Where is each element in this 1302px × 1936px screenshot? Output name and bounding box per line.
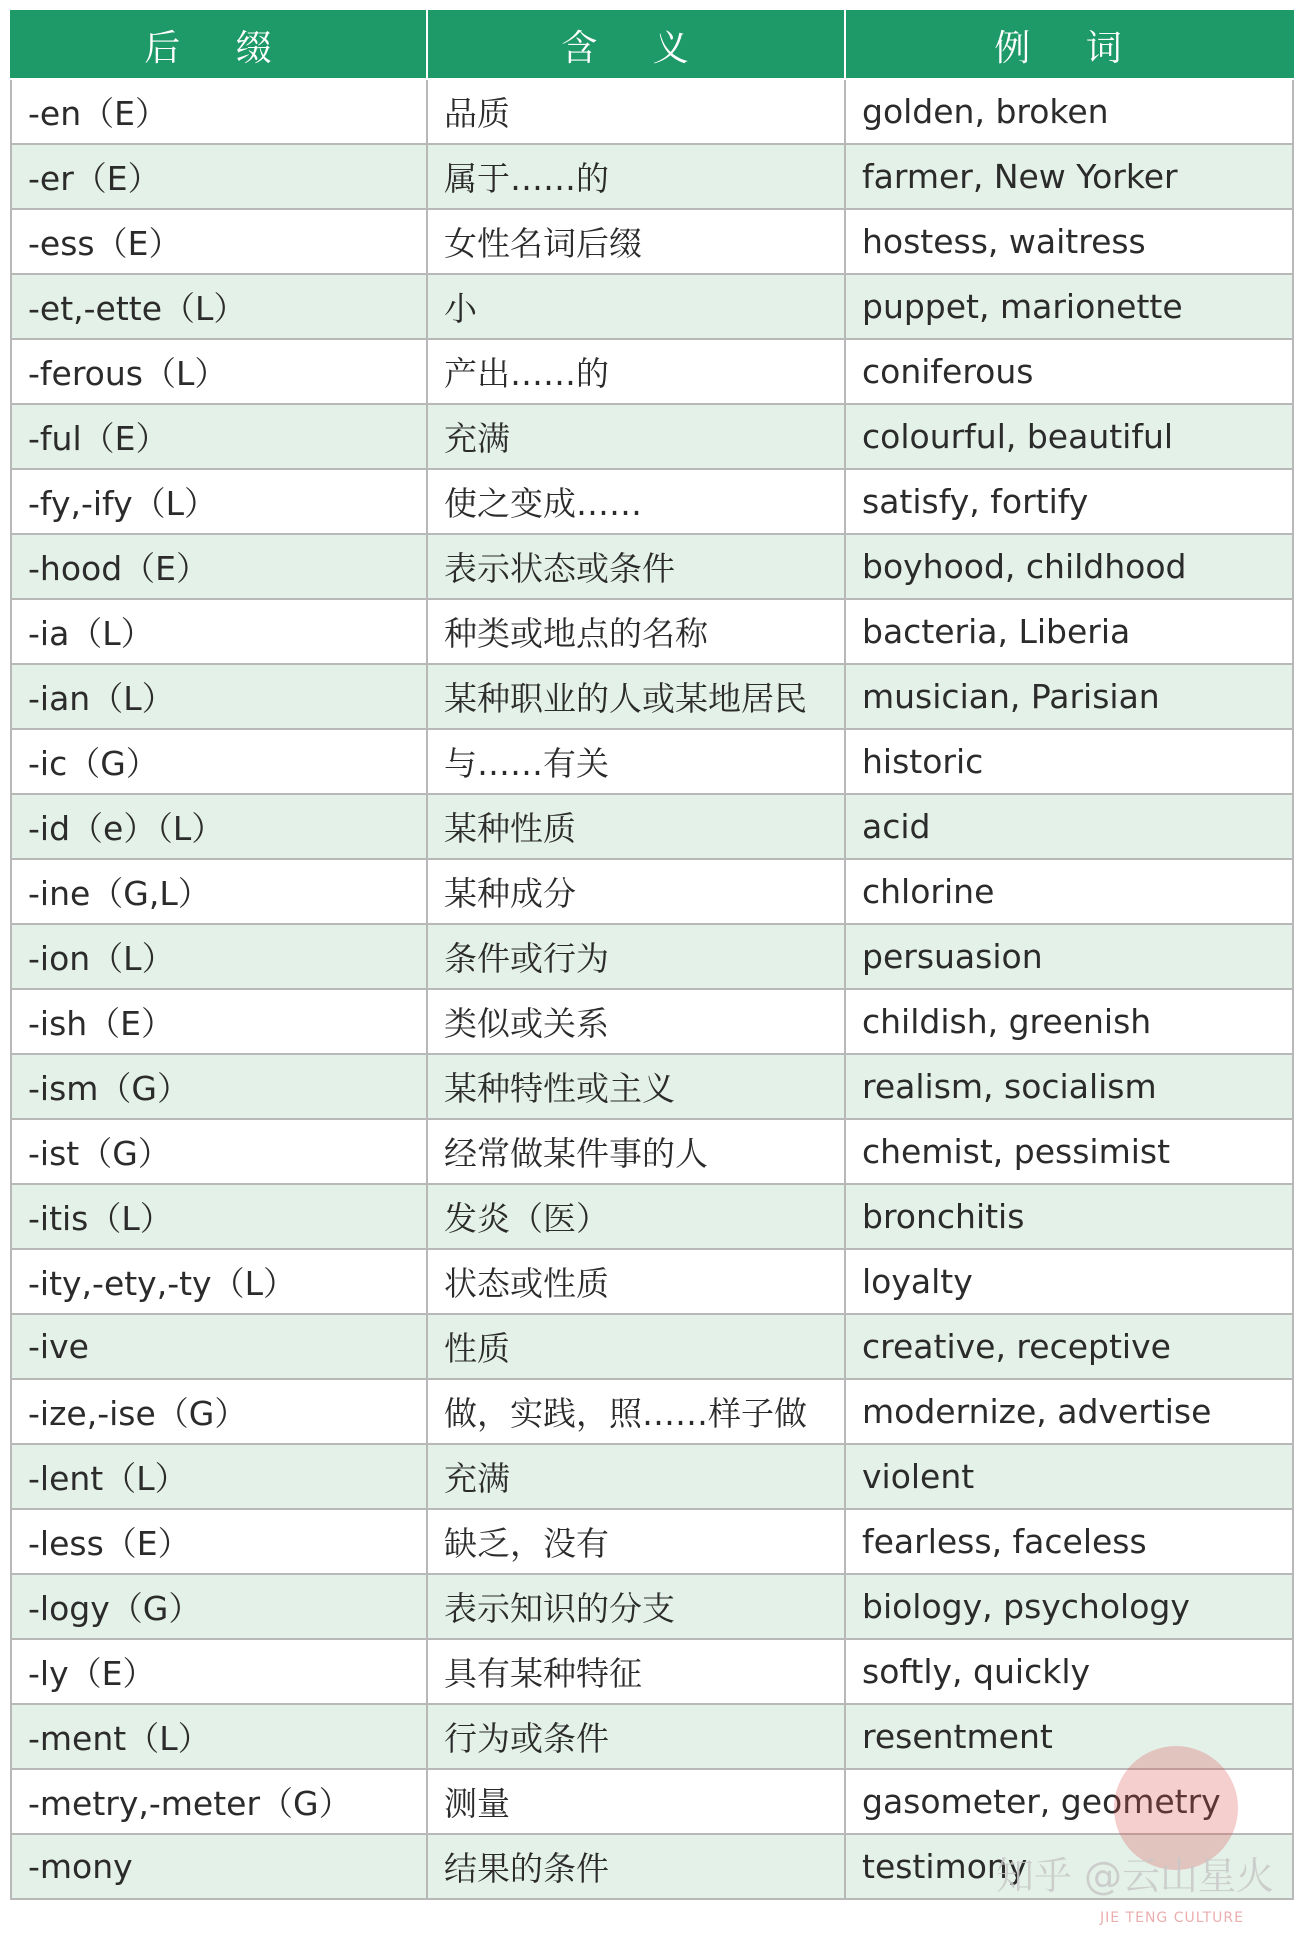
- suffix-cell: -ic（G）: [11, 729, 427, 794]
- suffix-cell: -er（E）: [11, 144, 427, 209]
- meaning-cell: 品质: [427, 79, 845, 144]
- table-body: [11, 79, 1293, 1899]
- meaning-cell: 某种职业的人或某地居民: [427, 664, 845, 729]
- meaning-cell: 结果的条件: [427, 1834, 845, 1899]
- meaning-cell: 发炎（医）: [427, 1184, 845, 1249]
- suffix-cell: -fy,-ify（L）: [11, 469, 427, 534]
- meaning-cell: 属于……的: [427, 144, 845, 209]
- meaning-cell: 使之变成……: [427, 469, 845, 534]
- examples-cell: chemist, pessimist: [845, 1119, 1293, 1184]
- examples-cell: acid: [845, 794, 1293, 859]
- examples-cell: fearless, faceless: [845, 1509, 1293, 1574]
- examples-cell: satisfy, fortify: [845, 469, 1293, 534]
- examples-cell: chlorine: [845, 859, 1293, 924]
- meaning-cell: 类似或关系: [427, 989, 845, 1054]
- meaning-cell: 经常做某件事的人: [427, 1119, 845, 1184]
- suffix-cell: -en（E）: [11, 79, 427, 144]
- table-row: [11, 1444, 1293, 1509]
- table-row: [11, 989, 1293, 1054]
- table-row: [11, 1184, 1293, 1249]
- suffix-cell: -ity,-ety,-ty（L）: [11, 1249, 427, 1314]
- meaning-cell: 某种性质: [427, 794, 845, 859]
- table-row: [11, 1379, 1293, 1444]
- meaning-cell: 充满: [427, 1444, 845, 1509]
- table-row: [11, 1314, 1293, 1379]
- suffix-cell: -lent（L）: [11, 1444, 427, 1509]
- examples-cell: hostess, waitress: [845, 209, 1293, 274]
- suffix-cell: -ferous（L）: [11, 339, 427, 404]
- header-suffix: 后 缀: [11, 11, 427, 79]
- meaning-cell: 某种特性或主义: [427, 1054, 845, 1119]
- table-row: [11, 274, 1293, 339]
- suffix-table: [10, 10, 1294, 1900]
- table-row: [11, 1834, 1293, 1899]
- examples-cell: resentment: [845, 1704, 1293, 1769]
- meaning-cell: 某种成分: [427, 859, 845, 924]
- examples-cell: testimony: [845, 1834, 1293, 1899]
- meaning-cell: 测量: [427, 1769, 845, 1834]
- examples-cell: modernize, advertise: [845, 1379, 1293, 1444]
- examples-cell: realism, socialism: [845, 1054, 1293, 1119]
- examples-cell: persuasion: [845, 924, 1293, 989]
- suffix-cell: -ess（E）: [11, 209, 427, 274]
- suffix-cell: -itis（L）: [11, 1184, 427, 1249]
- suffix-cell: -ine（G,L）: [11, 859, 427, 924]
- examples-cell: violent: [845, 1444, 1293, 1509]
- suffix-cell: -metry,-meter（G）: [11, 1769, 427, 1834]
- examples-cell: childish, greenish: [845, 989, 1293, 1054]
- meaning-cell: 小: [427, 274, 845, 339]
- suffix-cell: -ian（L）: [11, 664, 427, 729]
- meaning-cell: 表示知识的分支: [427, 1574, 845, 1639]
- examples-cell: farmer, New Yorker: [845, 144, 1293, 209]
- examples-cell: colourful, beautiful: [845, 404, 1293, 469]
- suffix-cell: -ish（E）: [11, 989, 427, 1054]
- table-row: [11, 1509, 1293, 1574]
- meaning-cell: 条件或行为: [427, 924, 845, 989]
- table-row: [11, 1119, 1293, 1184]
- suffix-cell: -ful（E）: [11, 404, 427, 469]
- meaning-cell: 种类或地点的名称: [427, 599, 845, 664]
- table-row: [11, 794, 1293, 859]
- examples-cell: coniferous: [845, 339, 1293, 404]
- suffix-table-container: [10, 10, 1292, 1900]
- meaning-cell: 与……有关: [427, 729, 845, 794]
- table-row: [11, 404, 1293, 469]
- meaning-cell: 具有某种特征: [427, 1639, 845, 1704]
- meaning-cell: 充满: [427, 404, 845, 469]
- table-row: [11, 79, 1293, 144]
- suffix-cell: -ly（E）: [11, 1639, 427, 1704]
- suffix-cell: -ive: [11, 1314, 427, 1379]
- table-row: [11, 339, 1293, 404]
- table-row: [11, 664, 1293, 729]
- table-row: [11, 1704, 1293, 1769]
- table-row: [11, 1574, 1293, 1639]
- table-row: [11, 469, 1293, 534]
- examples-cell: golden, broken: [845, 79, 1293, 144]
- table-row: [11, 599, 1293, 664]
- examples-cell: bronchitis: [845, 1184, 1293, 1249]
- examples-cell: gasometer, geometry: [845, 1769, 1293, 1834]
- suffix-cell: -less（E）: [11, 1509, 427, 1574]
- table-row: [11, 534, 1293, 599]
- suffix-cell: -ment（L）: [11, 1704, 427, 1769]
- table-row: [11, 209, 1293, 274]
- table-row: [11, 1054, 1293, 1119]
- meaning-cell: 表示状态或条件: [427, 534, 845, 599]
- meaning-cell: 做，实践，照……样子做: [427, 1379, 845, 1444]
- examples-cell: puppet, marionette: [845, 274, 1293, 339]
- meaning-cell: 女性名词后缀: [427, 209, 845, 274]
- table-row: [11, 1769, 1293, 1834]
- suffix-cell: -ist（G）: [11, 1119, 427, 1184]
- suffix-cell: -mony: [11, 1834, 427, 1899]
- suffix-cell: -ism（G）: [11, 1054, 427, 1119]
- suffix-cell: -logy（G）: [11, 1574, 427, 1639]
- examples-cell: bacteria, Liberia: [845, 599, 1293, 664]
- table-header: [11, 11, 1293, 79]
- examples-cell: biology, psychology: [845, 1574, 1293, 1639]
- meaning-cell: 产出……的: [427, 339, 845, 404]
- meaning-cell: 性质: [427, 1314, 845, 1379]
- meaning-cell: 状态或性质: [427, 1249, 845, 1314]
- header-examples: 例 词: [845, 11, 1293, 79]
- table-row: [11, 859, 1293, 924]
- header-row: [11, 11, 1293, 79]
- examples-cell: musician, Parisian: [845, 664, 1293, 729]
- examples-cell: softly, quickly: [845, 1639, 1293, 1704]
- suffix-cell: -id（e）（L）: [11, 794, 427, 859]
- examples-cell: historic: [845, 729, 1293, 794]
- meaning-cell: 行为或条件: [427, 1704, 845, 1769]
- examples-cell: loyalty: [845, 1249, 1293, 1314]
- suffix-cell: -hood（E）: [11, 534, 427, 599]
- suffix-cell: -ion（L）: [11, 924, 427, 989]
- table-row: [11, 729, 1293, 794]
- table-row: [11, 144, 1293, 209]
- table-row: [11, 924, 1293, 989]
- table-row: [11, 1639, 1293, 1704]
- meaning-cell: 缺乏，没有: [427, 1509, 845, 1574]
- examples-cell: boyhood, childhood: [845, 534, 1293, 599]
- table-row: [11, 1249, 1293, 1314]
- suffix-cell: -ia（L）: [11, 599, 427, 664]
- suffix-cell: -ize,-ise（G）: [11, 1379, 427, 1444]
- watermark-text: 知乎 @云山星火: [995, 1854, 1274, 1898]
- examples-cell: creative, receptive: [845, 1314, 1293, 1379]
- header-meaning: 含 义: [427, 11, 845, 79]
- watermark-subtext: JIE TENG CULTURE: [1100, 1910, 1244, 1926]
- suffix-cell: -et,-ette（L）: [11, 274, 427, 339]
